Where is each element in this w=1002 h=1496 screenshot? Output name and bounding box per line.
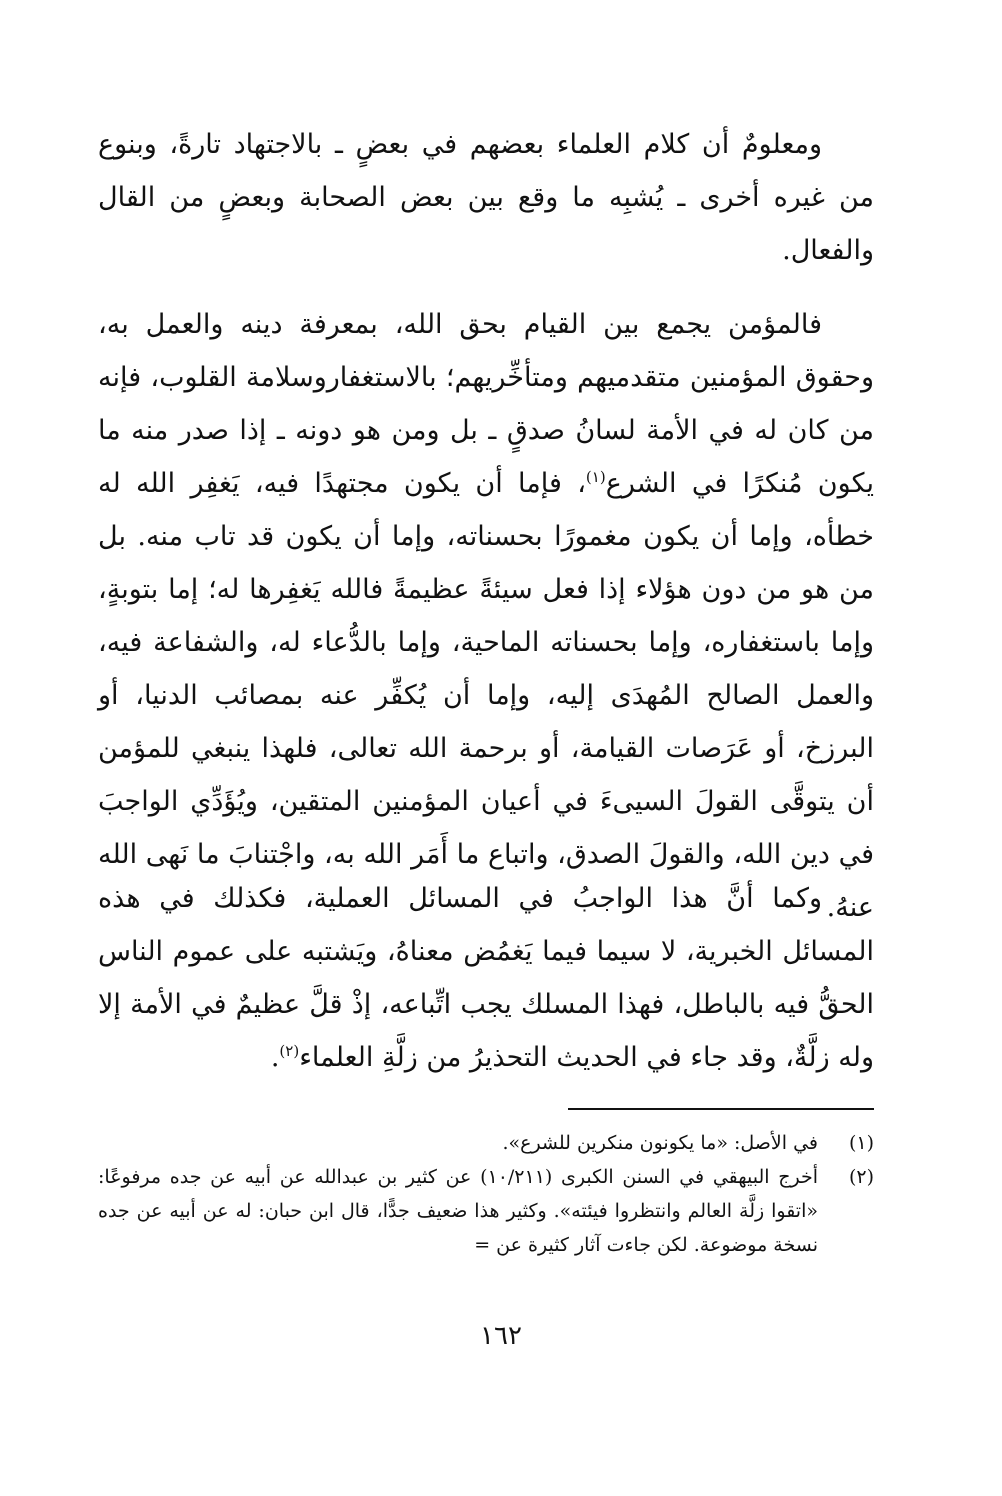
footnote-separator (568, 1108, 874, 1110)
footnote-1-text: في الأصل: «ما يكونون منكرين للشرع». (502, 1132, 818, 1154)
paragraph-2-text-start: فالمؤمن يجمع بين القيام بحق الله، بمعرفة دينه والعمل به، وحقوق المؤمنين متقدميهم ومتأخِّريهم؛ بالاستغفاروسلامة القلوب، فإنه من كان له في الأمة لسانُ صدقٍ ـ بل ومن هو دونه ـ إذا صدر منه ما يكون مُنكرًا في الشرع (98, 309, 874, 499)
footnote-1-number: (١) (848, 1132, 874, 1154)
page-number: ١٦٢ (480, 1321, 522, 1351)
footnote-2-number: (٢) (848, 1166, 874, 1188)
footnotes (98, 1126, 874, 1262)
paragraph-1 (98, 118, 874, 277)
footnote-2 (98, 1160, 874, 1262)
footnote-marker-1[interactable]: (١) (585, 468, 606, 486)
footnote-1 (98, 1126, 874, 1160)
footnote-2-text: أخرج البيهقي في السنن الكبرى (١٠/٢١١) عن كثير بن عبدالله عن أبيه عن جده مرفوعًا: «اتقوا زلَّة العالم وانتظروا فيئته». وكثير هذا ضعيف جدًّا، قال ابن حبان: له عن أبيه عن جده نسخة موضوعة. لكن جاءت آثار كثيرة عن = (98, 1166, 819, 1256)
paragraph-3-text-start: وكما أنَّ هذا الواجبُ في المسائل العملية، فكذلك في هذه المسائل الخبرية، لا سيما فيما يَغمُض معناهُ، ويَشتبه على عموم الناس الحقُّ فيه بالباطل، فهذا المسلك يجب اتِّباعه، إذْ قلَّ عظيمٌ في الأمة إلا وله زلَّةٌ، وقد جاء في الحديث التحذيرُ من زلَّةِ العلماء (98, 883, 874, 1073)
footnote-marker-2[interactable]: (٢) (279, 1042, 300, 1060)
paragraph-2-text-end: ، فإما أن يكون مجتهدًا فيه، يَغفِر الله له خطأه، وإما أن يكون مغمورًا بحسناته، وإما أن يكون قد تاب منه. بل من هو من دون هؤلاء إذا فعل سيئةً عظيمةً فالله يَغفِرها له؛ إما بتوبةٍ، وإما باستغفاره، وإما بحسناته الماحية، وإما بالدُّعاء له، والشفاعة فيه، والعمل الصالح المُهدَى إليه، وإما أن يُكفِّر عنه بمصائب الدنيا، أو البرزخ، أو عَرَصات القيامة، أو برحمة الله تعالى، فلهذا ينبغي للمؤمن أن يتوقَّى القولَ السيىءَ في أعيان المؤمنين المتقين، ويُؤَدِّي الواجبَ في دين الله، والقولَ الصدق، واتباع ما أَمَر الله به، واجْتنابَ ما نَهى الله عنهُ. (98, 468, 874, 923)
paragraph-3-text-end: . (270, 1042, 280, 1073)
paragraph-1-text: ومعلومٌ أن كلام العلماء بعضهم في بعضٍ ـ بالاجتهاد تارةً، وبنوع من غيره أخرى ـ يُشبِه ما وقع بين بعض الصحابة وبعضٍ من القال والفعال. (98, 129, 874, 266)
paragraph-2 (98, 298, 874, 934)
paragraph-3 (98, 872, 874, 1084)
